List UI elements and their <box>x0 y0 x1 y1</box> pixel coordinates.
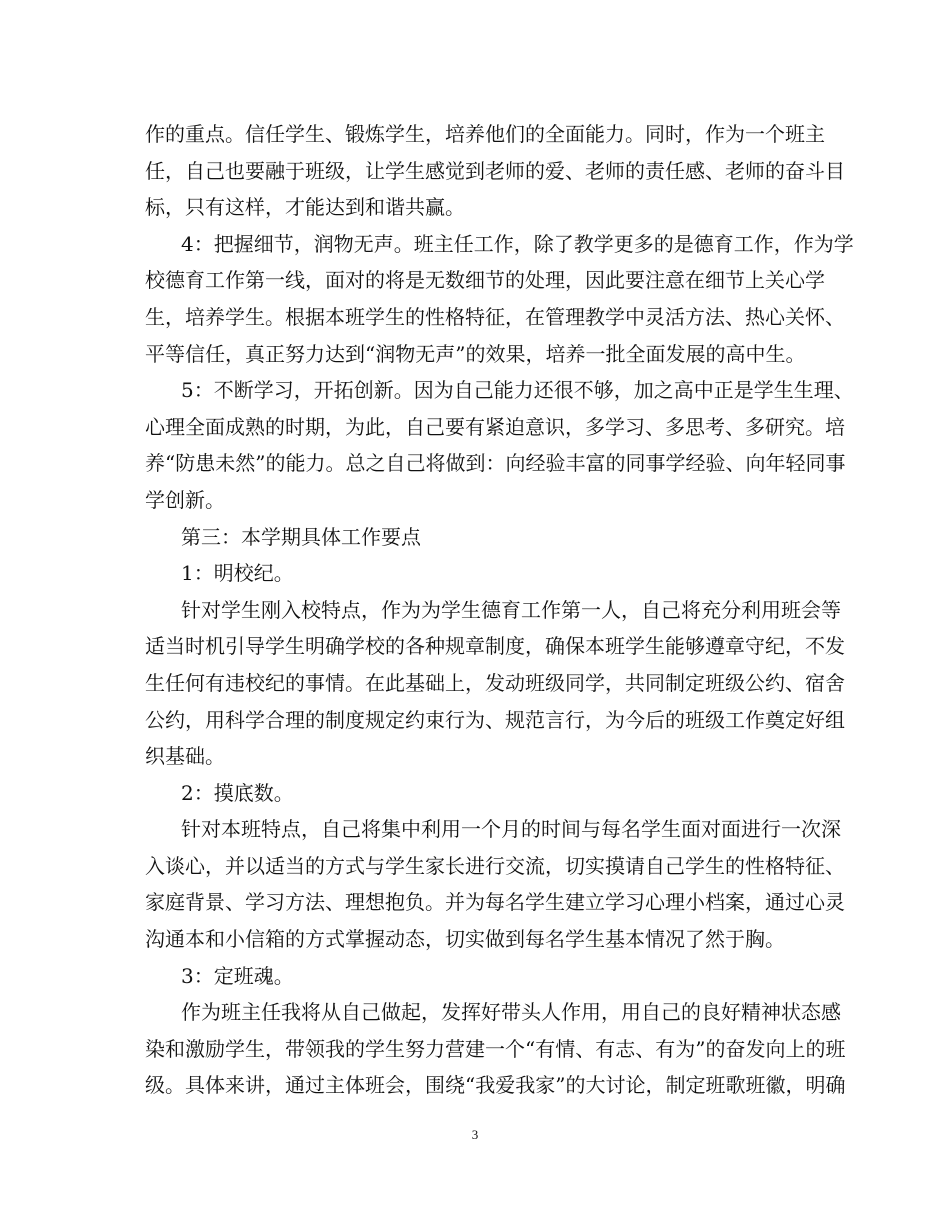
text-line: 4：把握细节，润物无声。班主任工作，除了教学更多的是德育工作，作为学 <box>181 231 854 256</box>
text-line: 作的重点。信任学生、锻炼学生，培养他们的全面能力。同时，作为一个班主 <box>145 122 825 146</box>
text-line: 作为班主任我将从自己做起，发挥好带头人作用，用自己的良好精神状态感 <box>181 1000 841 1025</box>
text-line: 标，只有这样，才能达到和谐共赢。 <box>145 195 465 220</box>
text-line: 生，培养学生。根据本班学生的性格特征，在管理教学中灵活方法、热心关怀、 <box>145 304 845 329</box>
page-number: 3 <box>471 1127 479 1142</box>
text-line: 沟通本和小信箱的方式掌握动态，切实做到每名学生基本情况了然于胸。 <box>145 927 785 952</box>
text-line: 针对本班特点，自己将集中利用一个月的时间与每名学生面对面进行一次深 <box>181 817 841 842</box>
body-text <box>145 116 854 1104</box>
item-heading: 3：定班魂。 <box>181 963 294 988</box>
text-line: 染和激励学生，带领我的学生努力营建一个“有情、有志、有为”的奋发向上的班 <box>145 1036 846 1061</box>
text-line: 适当时机引导学生明确学校的各种规章制度，确保本班学生能够遵章守纪，不发 <box>145 634 845 659</box>
text-line: 平等信任，真正努力达到“润物无声”的效果，培养一批全面发展的高中生。 <box>145 341 806 366</box>
text-line: 针对学生刚入校特点，作为为学生德育工作第一人，自己将充分利用班会等 <box>181 597 841 622</box>
item-heading: 2：摸底数。 <box>181 780 294 805</box>
text-line: 养“防患未然”的能力。总之自己将做到：向经验丰富的同事学经验、向年轻同事 <box>145 451 846 476</box>
text-line: 校德育工作第一线，面对的将是无数细节的处理，因此要注意在细节上关心学 <box>145 268 825 293</box>
text-line: 任，自己也要融于班级，让学生感觉到老师的爱、老师的责任感、老师的奋斗目 <box>145 158 845 183</box>
text-line: 生任何有违校纪的事情。在此基础上，发动班级同学，共同制定班级公约、宿舍 <box>145 670 845 695</box>
text-line: 心理全面成熟的时期，为此，自己要有紧迫意识，多学习、多思考、多研究。培 <box>145 414 845 439</box>
text-line: 学创新。 <box>145 487 225 512</box>
text-line: 织基础。 <box>145 744 225 769</box>
item-heading: 1：明校纪。 <box>181 561 294 586</box>
text-line: 5：不断学习，开拓创新。因为自己能力还很不够，加之高中正是学生生理、 <box>181 378 854 403</box>
section-heading: 第三：本学期具体工作要点 <box>181 524 421 549</box>
text-line: 公约，用科学合理的制度规定约束行为、规范言行，为今后的班级工作奠定好组 <box>145 707 845 732</box>
text-line: 入谈心，并以适当的方式与学生家长进行交流，切实摸请自己学生的性格特征、 <box>145 853 845 878</box>
text-line: 家庭背景、学习方法、理想抱负。并为每名学生建立学习心理小档案，通过心灵 <box>145 890 845 915</box>
text-line: 级。具体来讲，通过主体班会，围绕“我爱我家”的大讨论，制定班歌班徽，明确 <box>145 1073 846 1098</box>
